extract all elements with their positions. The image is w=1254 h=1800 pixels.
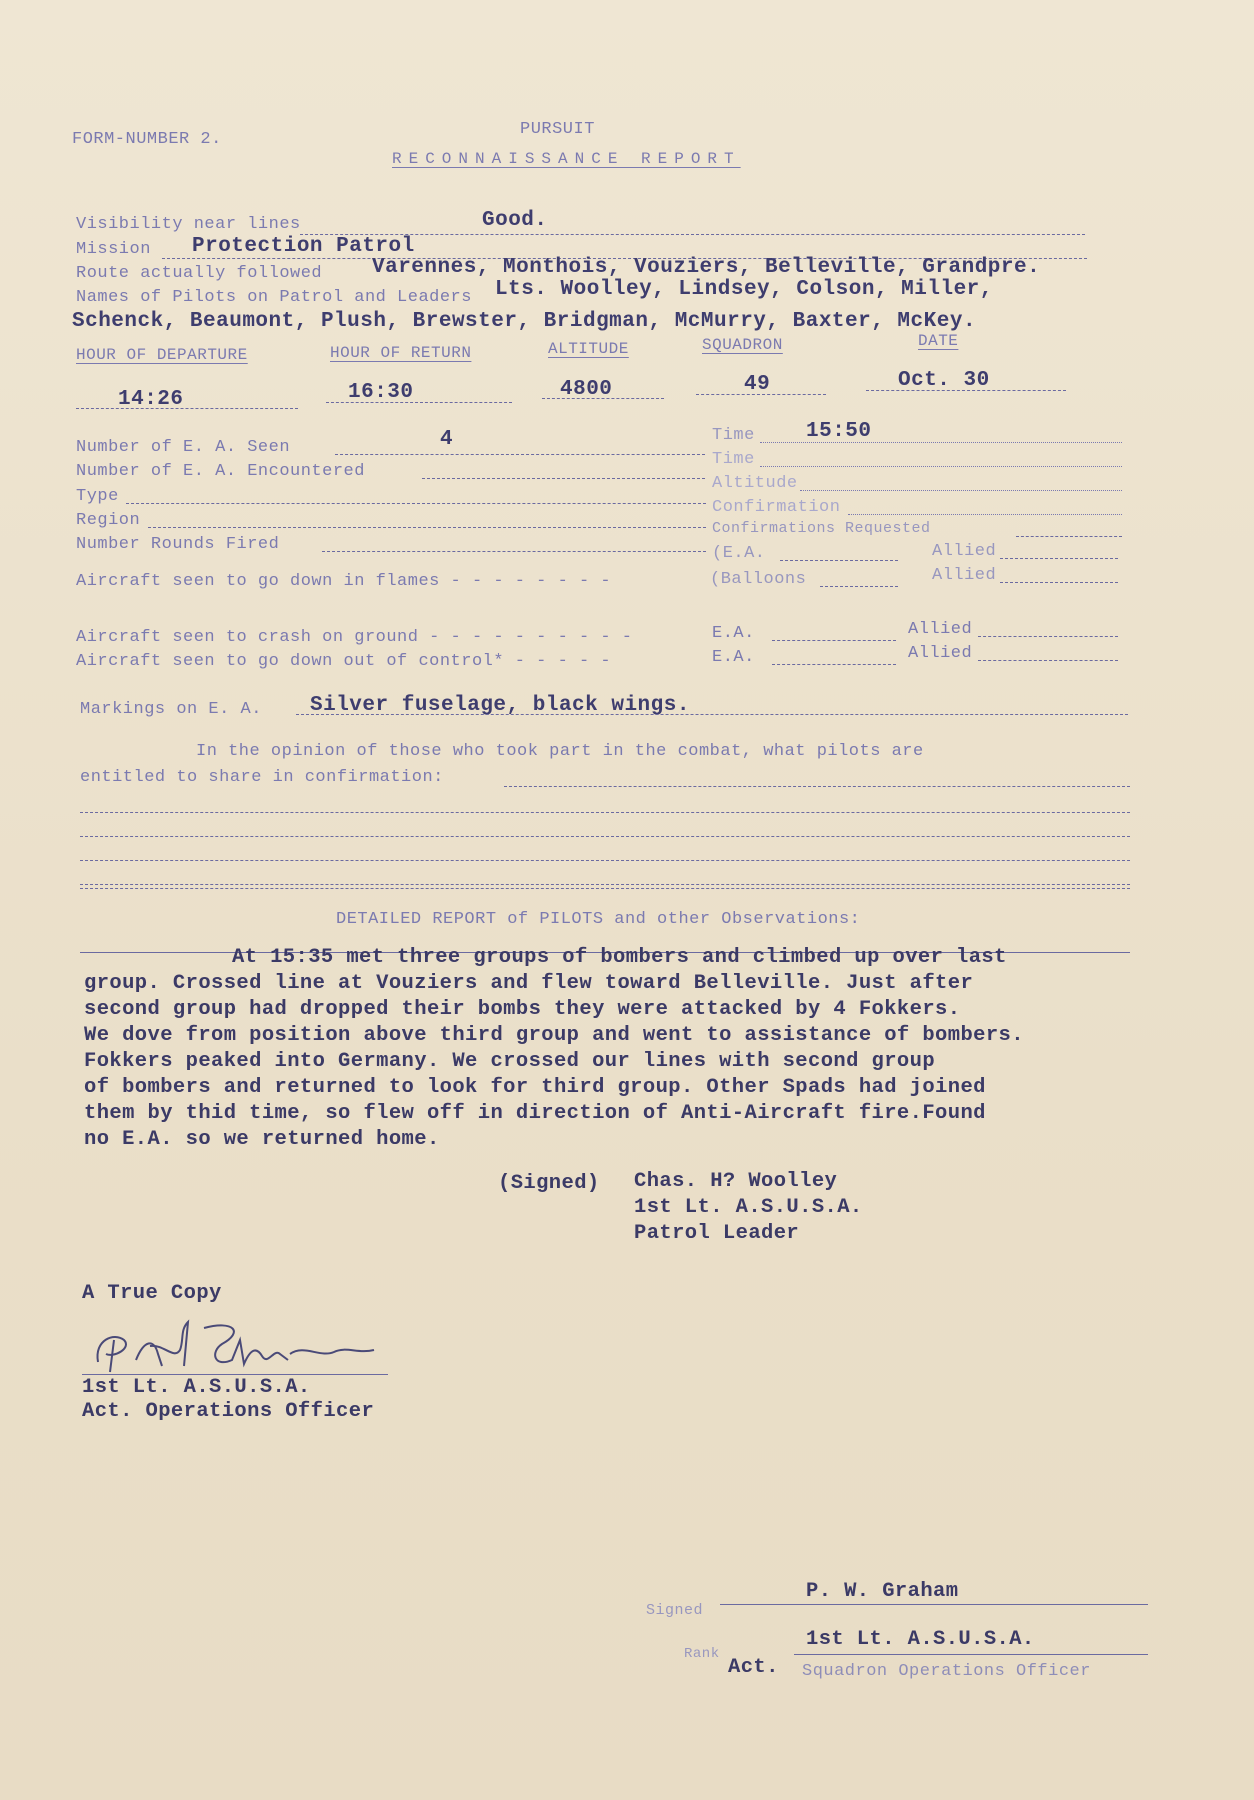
report-line-7: them by thid time, so flew off in direction of Anti-Aircraft fire.Found — [84, 1102, 986, 1125]
ea-right-confirm-label: Confirmation — [712, 498, 841, 517]
control-ea-label: E.A. — [712, 648, 755, 667]
pilots-label: Names of Pilots on Patrol and Leaders — [76, 288, 472, 307]
markings-value: Silver fuselage, black wings. — [310, 694, 690, 717]
col-value-altitude: 4800 — [560, 378, 613, 401]
visibility-label: Visibility near lines — [76, 215, 301, 234]
opinion-line-2: entitled to share in confirmation: — [80, 768, 444, 787]
ea-right-requested-label: Confirmations Requested — [712, 520, 931, 537]
footer-act-prefix: Act. — [728, 1656, 779, 1679]
col-value-squadron: 49 — [744, 373, 771, 396]
mission-label: Mission — [76, 240, 151, 259]
mission-value: Protection Patrol — [192, 235, 415, 258]
form-number: FORM-NUMBER 2. — [72, 130, 222, 149]
form-title: RECONNAISSANCE REPORT — [392, 150, 741, 168]
ea-right-allied-1: Allied — [932, 542, 997, 561]
ea-right-balloons-label: (Balloons — [710, 570, 807, 589]
crash-allied-label: Allied — [908, 620, 973, 639]
crash-label: Aircraft seen to crash on ground - - - - - - - - - - — [76, 628, 633, 647]
col-value-date: Oct. 30 — [898, 369, 990, 392]
ea-right-altitude-label: Altitude — [712, 474, 798, 493]
ea-region-label: Region — [76, 511, 141, 530]
ea-seen-value: 4 — [440, 428, 454, 451]
opinion-line-1: In the opinion of those who took part in the combat, what pilots are — [196, 742, 924, 761]
ea-time-label: Time — [712, 426, 755, 445]
footer-signed-label: Signed — [646, 1602, 704, 1619]
footer-rank-value: 1st Lt. A.S.U.S.A. — [806, 1628, 1035, 1651]
footer-rank-title: Squadron Operations Officer — [802, 1662, 1091, 1681]
report-line-3: second group had dropped their bombs they were attacked by 4 Fokkers. — [84, 998, 961, 1021]
col-label-departure: HOUR OF DEPARTURE — [76, 346, 248, 364]
true-copy-rank: 1st Lt. A.S.U.S.A. — [82, 1376, 311, 1399]
ea-seen-label: Number of E. A. Seen — [76, 438, 291, 457]
signed-rank: 1st Lt. A.S.U.S.A. — [634, 1196, 863, 1219]
col-value-return: 16:30 — [348, 381, 414, 404]
crash-ea-label: E.A. — [712, 624, 755, 643]
route-value: Varennes, Monthois, Vouziers, Belleville, Grandpre. — [372, 256, 1041, 279]
route-label: Route actually followed — [76, 264, 323, 283]
ea-encountered-label: Number of E. A. Encountered — [76, 462, 365, 481]
pilots-value-2: Schenck, Beaumont, Plush, Brewster, Bridgman, McMurry, Baxter, McKey. — [72, 310, 977, 333]
visibility-value: Good. — [482, 209, 548, 232]
markings-label: Markings on E. A. — [80, 700, 262, 719]
true-copy-label: A True Copy — [82, 1282, 222, 1305]
report-line-8: no E.A. so we returned home. — [84, 1128, 440, 1151]
signed-prefix: (Signed) — [498, 1172, 600, 1195]
signed-name: Chas. H? Woolley — [634, 1170, 838, 1193]
flames-label: Aircraft seen to go down in flames - - - - - - - - — [76, 572, 612, 591]
report-line-1: At 15:35 met three groups of bombers and climbed up over last — [232, 946, 1007, 969]
ea-time-value: 15:50 — [806, 420, 872, 443]
report-line-6: of bombers and returned to look for third group. Other Spads had joined — [84, 1076, 986, 1099]
footer-rank-label: Rank — [684, 1646, 720, 1662]
ea-rounds-label: Number Rounds Fired — [76, 535, 280, 554]
col-label-altitude: ALTITUDE — [548, 340, 629, 358]
footer-signed-value: P. W. Graham — [806, 1580, 959, 1603]
handwritten-signature — [84, 1310, 384, 1380]
ea-right-ea-label: (E.A. — [712, 544, 766, 563]
pilots-value-1: Lts. Woolley, Lindsey, Colson, Miller, — [495, 278, 993, 301]
col-label-squadron: SQUADRON — [702, 336, 783, 354]
control-label: Aircraft seen to go down out of control* - - - - - — [76, 652, 612, 671]
signed-role: Patrol Leader — [634, 1222, 800, 1245]
col-label-return: HOUR OF RETURN — [330, 344, 472, 362]
form-title-top: PURSUIT — [520, 120, 595, 139]
ea-right-allied-2: Allied — [932, 566, 997, 585]
col-label-date: DATE — [918, 332, 959, 350]
col-value-departure: 14:26 — [118, 388, 184, 411]
ea-right-time-label: Time — [712, 450, 755, 469]
true-copy-title: Act. Operations Officer — [82, 1400, 375, 1423]
report-line-4: We dove from position above third group and went to assistance of bombers. — [84, 1024, 1024, 1047]
control-allied-label: Allied — [908, 644, 973, 663]
report-line-2: group. Crossed line at Vouziers and flew toward Belleville. Just after — [84, 972, 974, 995]
report-line-5: Fokkers peaked into Germany. We crossed our lines with second group — [84, 1050, 936, 1073]
report-heading: DETAILED REPORT of PILOTS and other Observations: — [336, 910, 861, 929]
ea-type-label: Type — [76, 487, 119, 506]
